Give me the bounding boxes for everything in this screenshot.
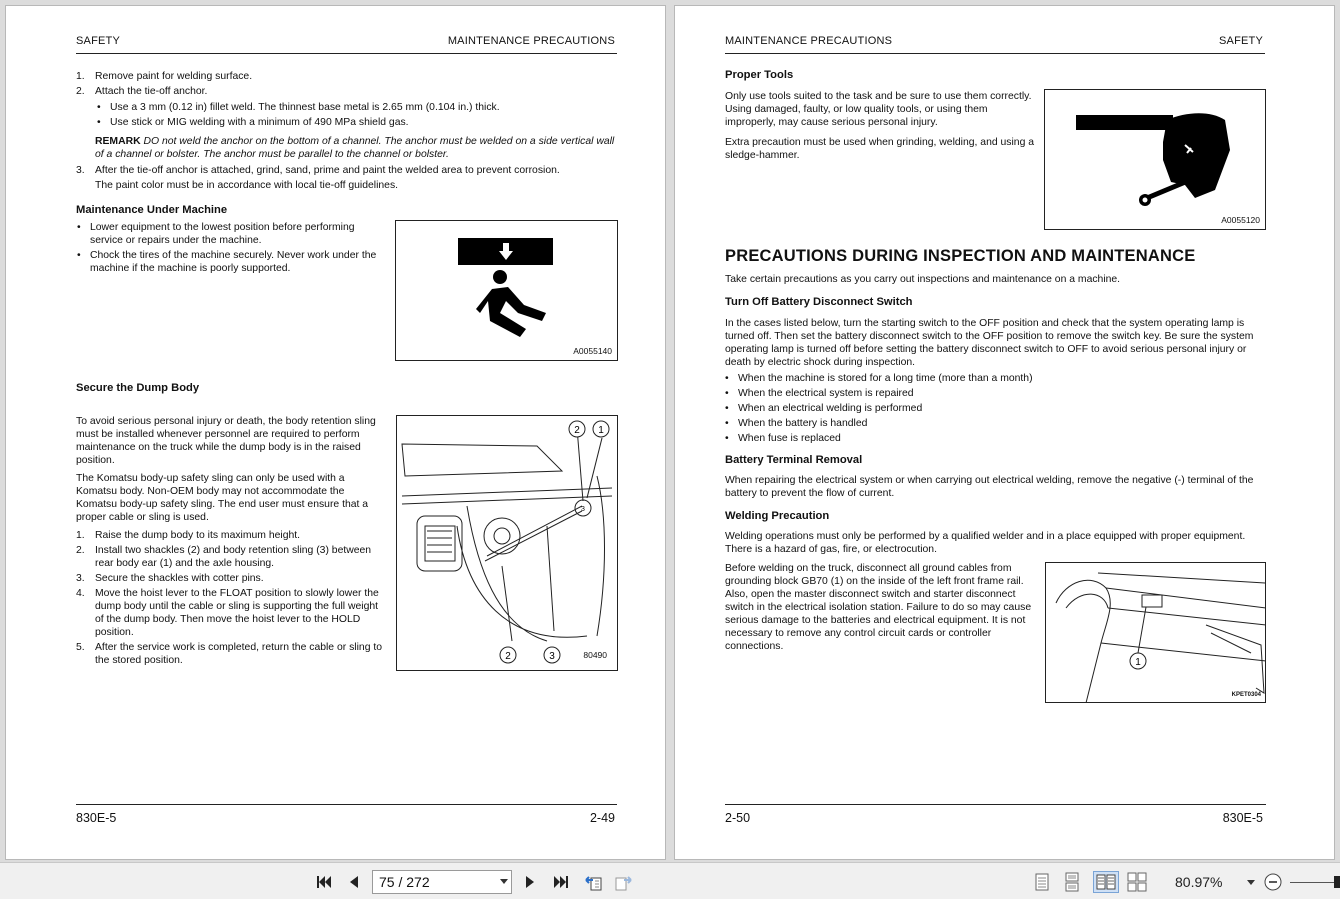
- next-page-icon: [521, 873, 539, 891]
- crush-hazard-icon: [396, 221, 618, 361]
- page-number-input[interactable]: [372, 870, 512, 894]
- paragraph: Only use tools suited to the task and be sure to use them correctly. Using damaged, faulty, or low quality tools, or using them improperly, may cause serious personal injury.: [725, 91, 1032, 128]
- facing-pages-icon: [1095, 872, 1117, 892]
- header-left: SAFETY: [76, 35, 120, 47]
- single-page-icon: [1033, 872, 1051, 892]
- section-title: Turn Off Battery Disconnect Switch: [725, 296, 913, 308]
- header-rule: [725, 53, 1265, 54]
- frame-rail-diagram: [1046, 563, 1266, 703]
- paragraph: To avoid serious personal injury or death, the body retention sling must be installed whenever personnel are required to perform maintenance on the truck while the dump body is in the raised position.: [76, 416, 376, 466]
- sling-diagram: [397, 416, 618, 671]
- header-rule: [76, 53, 617, 54]
- paint-note: The paint color must be in accordance with local tie-off guidelines.: [95, 180, 399, 191]
- list-item: • Lower equipment to the lowest position before performing service or repairs under the machine.: [75, 221, 381, 247]
- next-view-button[interactable]: [613, 871, 635, 893]
- next-view-icon: [614, 872, 634, 892]
- list-item: • When the electrical system is repaired: [723, 387, 1266, 400]
- proper-tools-text: [725, 90, 1040, 162]
- section-title: Welding Precaution: [725, 510, 830, 522]
- list-item: • Use stick or MIG welding with a minimum of 490 MPa shield gas.: [95, 116, 621, 129]
- zoom-out-button[interactable]: [1262, 871, 1284, 893]
- list-item: • When fuse is replaced: [723, 432, 1266, 445]
- footer-rule: [76, 804, 617, 805]
- footer-left: 2-50: [725, 811, 751, 825]
- last-page-button[interactable]: [550, 871, 572, 893]
- continuous-facing-icon: [1126, 872, 1148, 892]
- first-page-icon: [315, 873, 333, 891]
- footer-right: 830E-5: [1222, 811, 1263, 825]
- chevron-down-icon[interactable]: [500, 879, 508, 884]
- zoom-out-icon: [1263, 872, 1283, 892]
- zoom-dropdown-button[interactable]: [1245, 871, 1257, 893]
- paragraph: Before welding on the truck, disconnect all ground cables from grounding block GB70 (1) on the inside of the left front frame rail. Also, open the master disconnect switch and starter disconnect switch in the electrical isolation station. Failure to do so may cause serious damage to the batteries and electrical equipment. It is not necessary to remove any control circuit cards or controller connections.: [725, 563, 1032, 652]
- weld-steps: [76, 70, 621, 192]
- zoom-slider-handle[interactable]: [1334, 876, 1340, 888]
- list-item: 4. Move the hoist lever to the FLOAT position to slowly lower the dump body until the cable or sling is supporting the full weight of the dump body. Then move the hoist lever to the HOLD position.: [76, 588, 379, 638]
- zoom-level[interactable]: 80.97%: [1175, 874, 1223, 890]
- figure-label: KPET0304: [1231, 692, 1261, 698]
- figure-label: A0055120: [1221, 215, 1260, 225]
- previous-view-icon: [583, 872, 603, 892]
- page-2-50: [674, 5, 1335, 860]
- list-item: 2. Attach the tie-off anchor.: [76, 86, 208, 97]
- list-item: 1. Raise the dump body to its maximum height.: [76, 530, 301, 541]
- header-left: MAINTENANCE PRECAUTIONS: [725, 35, 893, 47]
- zoom-slider-track[interactable]: [1290, 882, 1338, 883]
- figure-label: 80490: [583, 650, 607, 660]
- list-item: • Chock the tires of the machine securely. Never work under the machine if the machine is poorly supported.: [75, 249, 381, 275]
- warning-figure-crush: [395, 220, 618, 361]
- paragraph: When repairing the electrical system or when carrying out electrical welding, remove the negative (-) terminal of the battery to prevent the flow of current.: [725, 475, 1254, 499]
- footer-left: 830E-5: [76, 811, 117, 825]
- header-right: MAINTENANCE PRECAUTIONS: [447, 35, 615, 47]
- callout-1: 1: [598, 425, 604, 436]
- navigation-toolbar: [0, 862, 1340, 899]
- last-page-icon: [552, 873, 570, 891]
- figure-label: A0055140: [573, 346, 612, 356]
- warning-figure-tools: [1044, 89, 1266, 230]
- list-item: • Use a 3 mm (0.12 in) fillet weld. The thinnest base metal is 2.65 mm (0.104 in.) thick.: [95, 101, 621, 114]
- under-machine-bullets: [76, 221, 381, 277]
- paragraph: The Komatsu body-up safety sling can only be used with a Komatsu body. Non-OEM body may not accommodate the Komatsu body-up safety sling. The end user must ensure that a proper cable or sling is used.: [76, 473, 369, 523]
- callout-1: 1: [1135, 657, 1141, 668]
- paragraph: In the cases listed below, turn the starting switch to the OFF position and check that the system operating lamp is turned off. Then set the battery disconnect switch to the OFF position to remove the switch key. Be sure the system operating lamp is turned off before setting the battery disconnect switch to OFF to avoid serious personal injury or death by electric shock during inspection.: [725, 318, 1254, 368]
- battery-switch-text: [725, 317, 1266, 447]
- figure-grounding-block: [1045, 562, 1266, 703]
- dump-body-text: [76, 415, 388, 669]
- figure-dump-body-sling: [396, 415, 618, 671]
- list-item: 2. Install two shackles (2) and body retention sling (3) between rear body ear (1) and the axle housing.: [76, 545, 372, 569]
- next-page-button[interactable]: [519, 871, 541, 893]
- section-title: Proper Tools: [725, 69, 794, 81]
- callout-2: 2: [574, 425, 580, 436]
- intro-text: Take certain precautions as you carry out inspections and maintenance on a machine.: [725, 274, 1121, 285]
- footer-right: 2-49: [589, 811, 615, 825]
- zoom-dropdown-icon: [1246, 877, 1256, 887]
- page-2-49: [5, 5, 666, 860]
- paragraph: Welding operations must only be performed by a qualified welder and in a place equipped with proper equipment. There is a hazard of gas, fire, or electrocution.: [725, 531, 1246, 555]
- continuous-page-icon: [1063, 872, 1081, 892]
- single-page-view-button[interactable]: [1031, 871, 1053, 893]
- list-item: • When the battery is handled: [723, 417, 1266, 430]
- main-heading: PRECAUTIONS DURING INSPECTION AND MAINTENANCE: [725, 247, 1196, 265]
- list-item: 5. After the service work is completed, return the cable or sling to the stored position.: [76, 642, 383, 666]
- section-title: Battery Terminal Removal: [725, 454, 863, 466]
- hand-wrench-icon: [1045, 90, 1266, 230]
- header-right: SAFETY: [1219, 35, 1263, 47]
- callout-3-small: 3: [581, 506, 585, 513]
- list-item: 1. Remove paint for welding surface.: [76, 71, 253, 82]
- continuous-view-button[interactable]: [1061, 871, 1083, 893]
- list-item: • When an electrical welding is performed: [723, 402, 1266, 415]
- remark: REMARK DO not weld the anchor on the bottom of a channel. The anchor must be welded on a side vertical wall of a channel or bolster. The anchor must be parallel to the channel or bolster.: [95, 136, 615, 160]
- list-item: 3. After the tie-off anchor is attached, grind, sand, prime and paint the welded area to prevent corrosion.: [76, 165, 560, 176]
- previous-view-button[interactable]: [582, 871, 604, 893]
- page-indicator: 75 / 272: [379, 874, 430, 890]
- section-title: Secure the Dump Body: [76, 382, 200, 394]
- callout-2: 2: [505, 651, 511, 662]
- continuous-facing-view-button[interactable]: [1126, 871, 1148, 893]
- first-page-button[interactable]: [313, 871, 335, 893]
- list-item: • When the machine is stored for a long time (more than a month): [723, 372, 1266, 385]
- facing-view-button[interactable]: [1093, 871, 1119, 893]
- section-title: Maintenance Under Machine: [76, 204, 228, 216]
- paragraph: Extra precaution must be used when grinding, welding, and using a sledge-hammer.: [725, 137, 1035, 161]
- footer-rule: [725, 804, 1266, 805]
- previous-page-button[interactable]: [343, 871, 365, 893]
- callout-3: 3: [549, 651, 555, 662]
- list-item: 3. Secure the shackles with cotter pins.: [76, 573, 264, 584]
- previous-page-icon: [345, 873, 363, 891]
